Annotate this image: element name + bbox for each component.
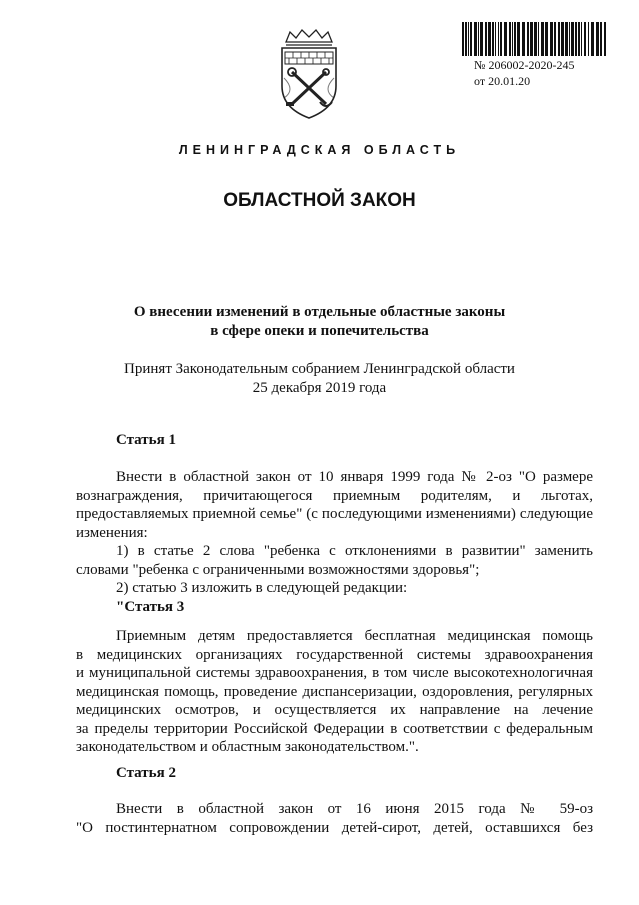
registration-stamp bbox=[474, 57, 574, 89]
barcode-bar bbox=[571, 22, 574, 56]
text-line: словами "ребенка с ограниченными возможностями здоровья"; bbox=[76, 561, 480, 578]
barcode-bar bbox=[545, 22, 548, 56]
barcode-bar bbox=[478, 22, 479, 56]
text-line: изменения: bbox=[76, 524, 148, 541]
barcode-bar bbox=[462, 22, 464, 56]
region-name: ЛЕНИНГРАДСКАЯ ОБЛАСТЬ bbox=[178, 143, 461, 157]
barcode-bar bbox=[485, 22, 487, 56]
article-1-heading: Статья 1 bbox=[116, 432, 176, 448]
barcode-bar bbox=[575, 22, 577, 56]
barcode-bar bbox=[588, 22, 589, 56]
barcode-bar bbox=[541, 22, 544, 56]
text-line: медицинских осмотров, и осуществляется их направление на лечение bbox=[76, 702, 593, 718]
barcode-bar bbox=[584, 22, 586, 56]
barcode-bar bbox=[470, 22, 472, 56]
barcode-bar bbox=[534, 22, 537, 56]
text-line: предоставляемых приемной семье" (с последующими изменениями) следующие bbox=[76, 506, 593, 522]
barcode-bar bbox=[569, 22, 570, 56]
barcode-bar bbox=[488, 22, 491, 56]
barcode-bar bbox=[500, 22, 502, 56]
document-type-title: ОБЛАСТНОЙ ЗАКОН bbox=[223, 190, 416, 211]
barcode-bar bbox=[565, 22, 568, 56]
text-line: законодательством и областным законодательством.". bbox=[76, 739, 419, 755]
barcode-bar bbox=[558, 22, 560, 56]
text-line: Внести в областной закон от 10 января 1999 года № 2-оз "О размере bbox=[116, 469, 593, 485]
barcode-bar bbox=[581, 22, 582, 56]
barcode-bar bbox=[474, 22, 477, 56]
text-line: 1) в статье 2 слова "ребенка с отклонениями в развитии" заменить bbox=[116, 543, 593, 559]
law-subject-title bbox=[100, 303, 539, 341]
text-line: 2) статью 3 изложить в следующей редакции: bbox=[116, 580, 408, 596]
barcode-bar bbox=[550, 22, 553, 56]
text-line: в медицинских организациях государственной системы здравоохранения bbox=[76, 646, 593, 663]
quoted-article-text bbox=[76, 627, 593, 757]
barcode-bar bbox=[554, 22, 556, 56]
barcode-bar bbox=[514, 22, 516, 56]
text-line: Приемным детям предоставляется бесплатная медицинская помощь bbox=[116, 628, 593, 644]
text-line: медицинская помощь, проведение диспансеризации, оздоровления, регулярных bbox=[76, 683, 593, 700]
law-subject-line: О внесении изменений в отдельные областные законы bbox=[133, 304, 506, 320]
barcode-bar bbox=[492, 22, 494, 56]
text-line: вознаграждения, причитающегося приемным родителям, и льготах, bbox=[76, 487, 593, 504]
barcode-bar bbox=[517, 22, 520, 56]
barcode-bar bbox=[468, 22, 469, 56]
barcode-bar bbox=[538, 22, 539, 56]
barcode-bar bbox=[561, 22, 564, 56]
barcode-bar bbox=[509, 22, 511, 56]
barcode-bar bbox=[495, 22, 496, 56]
barcode-bar bbox=[512, 22, 513, 56]
article-2-paragraph bbox=[76, 800, 593, 837]
adoption-statement bbox=[80, 360, 559, 398]
article-1-paragraph bbox=[76, 468, 593, 616]
quoted-article-heading: "Статья 3 bbox=[116, 598, 185, 615]
barcode-bar bbox=[465, 22, 467, 56]
law-subject-line: в сфере опеки и попечительства bbox=[210, 323, 429, 339]
text-line: Внести в областной закон от 16 июня 2015 года № 59-оз bbox=[116, 801, 593, 817]
barcode-bar bbox=[604, 22, 606, 56]
barcode-bar bbox=[498, 22, 499, 56]
barcode-bar bbox=[504, 22, 507, 56]
article-2-heading: Статья 2 bbox=[116, 765, 176, 781]
adoption-date: 25 декабря 2019 года bbox=[252, 380, 387, 396]
text-line: и муниципальной системы здравоохранения, в том числе высокотехнологичная bbox=[76, 665, 593, 681]
barcode-bar bbox=[596, 22, 599, 56]
barcode-bar bbox=[600, 22, 602, 56]
registration-number: № 206002-2020-245 bbox=[474, 58, 575, 72]
barcode-bar bbox=[530, 22, 533, 56]
registration-date: от 20.01.20 bbox=[474, 74, 531, 88]
barcode-bar bbox=[578, 22, 580, 56]
barcode-bar bbox=[527, 22, 529, 56]
barcode-bar bbox=[480, 22, 483, 56]
text-line: "О постинтернатном сопровождении детей-сирот, детей, оставшихся без bbox=[76, 819, 593, 836]
barcode-image bbox=[461, 22, 607, 56]
barcode-bar bbox=[522, 22, 525, 56]
adoption-line: Принят Законодательным собранием Ленинградской области bbox=[124, 361, 515, 377]
text-line: за пределы территории Российской Федерации в соответствии с федеральным bbox=[76, 720, 593, 737]
coat-of-arms-emblem bbox=[276, 28, 342, 120]
barcode-bar bbox=[591, 22, 594, 56]
